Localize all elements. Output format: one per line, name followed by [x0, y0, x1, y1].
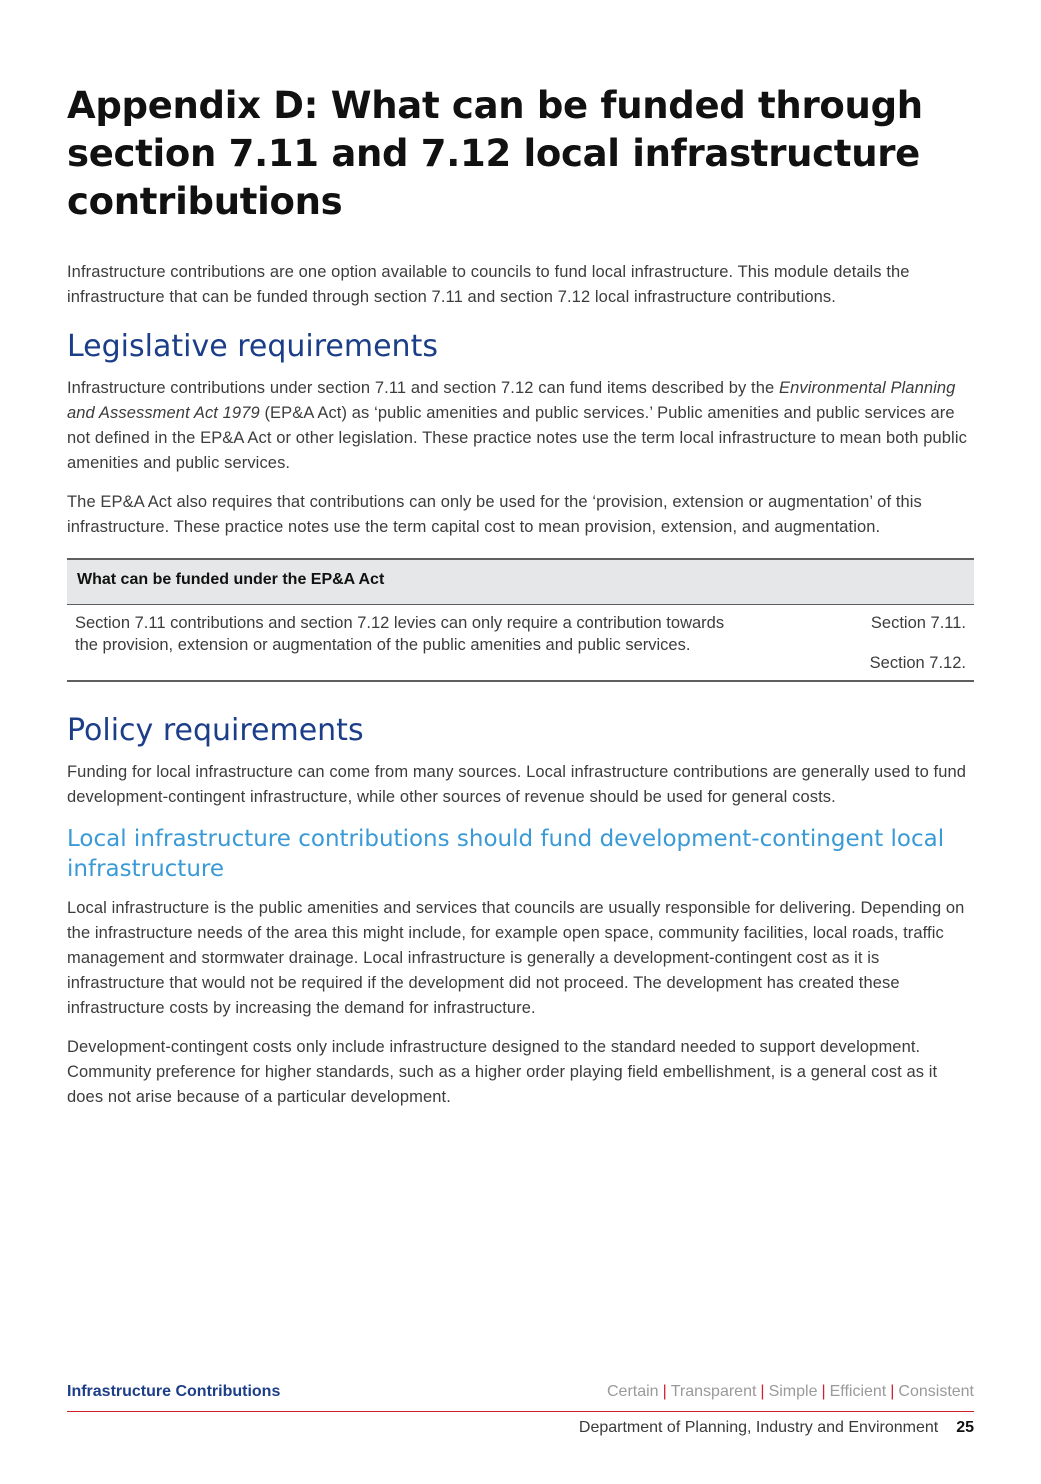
- footer-values: [607, 1383, 974, 1401]
- table-header-row: [67, 559, 974, 605]
- footer-publication-title: Infrastructure Contributions: [67, 1383, 281, 1400]
- footer-value-certain: Certain: [607, 1383, 659, 1400]
- legislative-p1-before: Infrastructure contributions under section 7.11 and section 7.12 can fund items described by the: [67, 379, 779, 397]
- section-712-ref: Section 7.12.: [869, 654, 966, 672]
- page-number: 25: [956, 1419, 974, 1436]
- table-row-refs: [758, 605, 974, 682]
- page-title: Appendix D: What can be funded through section 7.11 and 7.12 local infrastructure contributions: [67, 84, 923, 223]
- footer-value-transparent: Transparent: [670, 1383, 757, 1400]
- intro-paragraph: Infrastructure contributions are one option available to councils to fund local infrastructure. This module details the infrastructure that can be funded through section 7.11 and section 7.12 local infrastructure contributions.: [67, 263, 910, 306]
- legislative-heading: Legislative requirements: [67, 329, 438, 364]
- footer-separator: |: [760, 1383, 765, 1400]
- footer-separator: |: [890, 1383, 895, 1400]
- legislative-p1-after: (EP&A Act) as ‘public amenities and public services.’ Public amenities and public services are not defined in the EP&A Act or other legislation. These practice notes use the term local infrastructure to mean both public amenities and public services.: [67, 404, 967, 472]
- policy-paragraph-3: Development-contingent costs only include infrastructure designed to the standard needed to support development. Community preference for higher standards, such as a higher order playing field embellishment, is a general cost as it does not arise because of a particular development.: [67, 1038, 938, 1106]
- footer-value-consistent: Consistent: [898, 1383, 974, 1400]
- funding-table: [67, 558, 974, 682]
- policy-heading: Policy requirements: [67, 713, 364, 748]
- policy-subheading: Local infrastructure contributions should fund development-contingent local infrastructure: [67, 826, 945, 882]
- legislative-paragraph-1: [67, 376, 974, 476]
- policy-paragraph-2: Local infrastructure is the public amenities and services that councils are usually responsible for delivering. Depending on the infrastructure needs of the area this might include, for example open space, community facilities, local roads, traffic management and stormwater drainage. Local infrastructure is generally a development-contingent cost as it is infrastructure that would not be required if the development did not proceed. The development has created these infrastructure costs by increasing the demand for infrastructure.: [67, 899, 965, 1017]
- table-row-text: Section 7.11 contributions and section 7.12 levies can only require a contribution towards the provision, extension or augmentation of the public amenities and public services.: [75, 614, 725, 654]
- footer-value-simple: Simple: [768, 1383, 818, 1400]
- document-page: [67, 82, 974, 1124]
- footer-separator: |: [821, 1383, 826, 1400]
- legislative-paragraph-2: The EP&A Act also requires that contributions can only be used for the ‘provision, extension or augmentation’ of this infrastructure. These practice notes use the term capital cost to mean provision, extension, and augmentation.: [67, 493, 922, 536]
- policy-paragraph-1: Funding for local infrastructure can come from many sources. Local infrastructure contributions are generally used to fund development-contingent infrastructure, while other sources of revenue should be used for general costs.: [67, 763, 967, 806]
- section-711-ref: Section 7.11.: [870, 614, 966, 632]
- footer-separator: |: [662, 1383, 667, 1400]
- table-row: [67, 605, 974, 682]
- footer-bar: [67, 1383, 974, 1412]
- footer-department-line: [579, 1419, 974, 1437]
- footer-department: Department of Planning, Industry and Environment: [578, 1419, 939, 1436]
- act-name: Environmental Planning and Assessment Act 1979: [67, 379, 956, 422]
- table-header: What can be funded under the EP&A Act: [67, 559, 974, 605]
- footer-value-efficient: Efficient: [829, 1383, 887, 1400]
